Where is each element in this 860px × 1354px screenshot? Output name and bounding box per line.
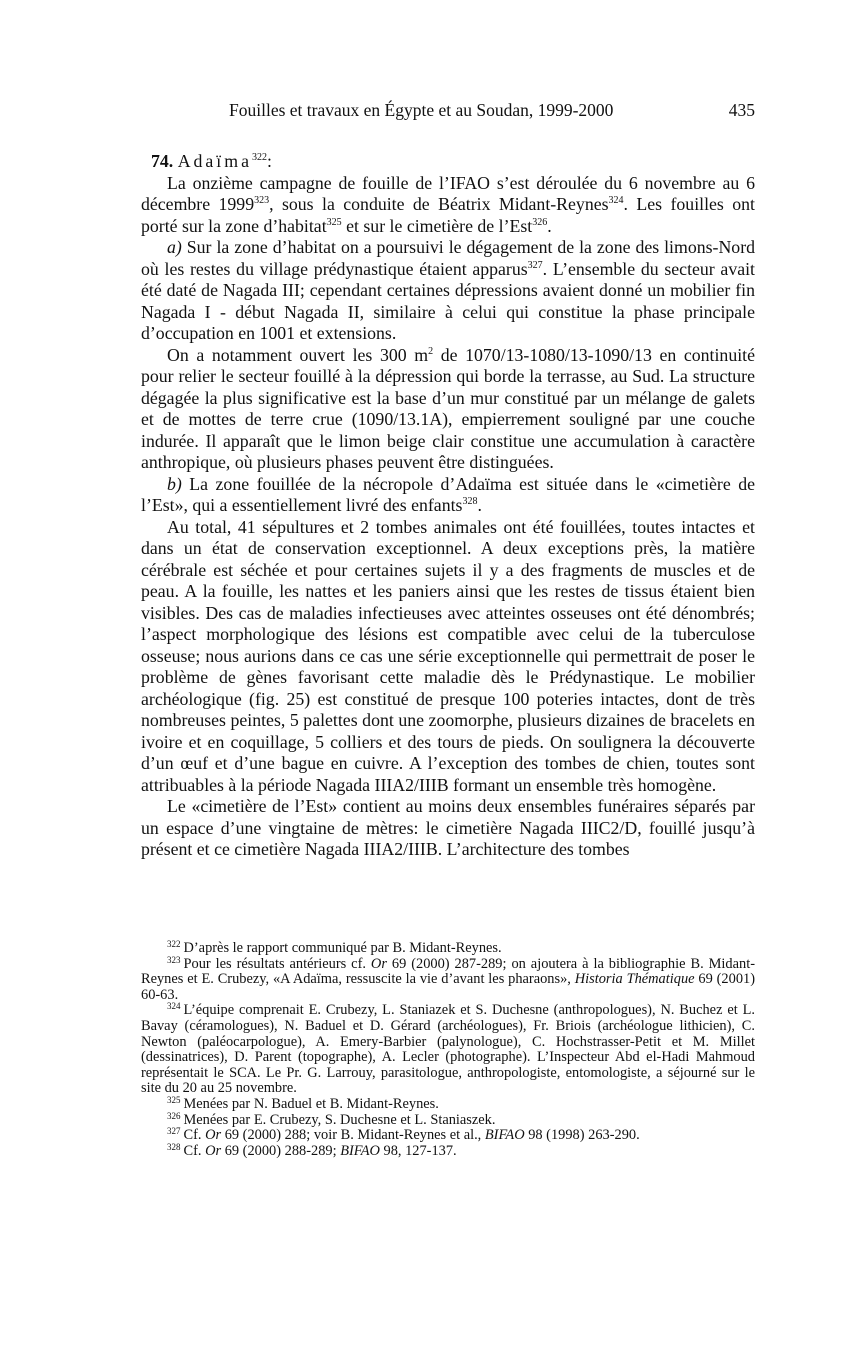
footnote-text: Menées par E. Crubezy, S. Duchesne et L. Staniaszek.: [183, 1111, 496, 1128]
paragraph-habitat: [141, 237, 755, 345]
journal-title: Or: [370, 955, 387, 972]
text-run: .: [547, 215, 552, 236]
journal-title: BIFAO: [340, 1142, 380, 1159]
footnote-ref[interactable]: 323: [254, 195, 270, 206]
footnote: [141, 1094, 755, 1113]
text-run: On a notamment ouvert les 300 m: [167, 344, 429, 365]
footnote-text: 69 (2000) 287-289; on ajoutera à la bibliographie B. Midant-Reynes et E. Crubezy, «A Adaïma, ressuscite la vie d’avant les pharaons»,: [141, 955, 755, 988]
section-colon: :: [266, 151, 272, 171]
footnote: [141, 1110, 755, 1129]
footnote-number: 328: [167, 1141, 181, 1152]
section-heading: [141, 151, 755, 173]
text-run: .: [477, 495, 482, 515]
journal-title: BIFAO: [484, 1127, 525, 1144]
paragraph-burials: Au total, 41 sépultures et 2 tombes animales ont été fouillées, toutes intactes et dans un état de conservation exceptionnel. A deux exceptions près, la matière cérébrale est séchée et pour certaines sujets il y a des fragments de muscles et de peau. A la fouille, les nattes et les paniers ainsi que les restes de tissus étaient bien visibles. Des cas de maladies infectieuses avec atteintes osseuses ont été dénombrés; l’aspect morphologique des lésions est compatible avec celui de la tuberculose osseuse; nous aurions dans ce cas une série exceptionnelle qui permettrait de poser le problème de gènes favorisant cette maladie dès le Prédynastique. Le mobilier archéologique (fig. 25) est constitué de presque 100 poteries intactes, dont de très nombreuses peintes, 5 palettes dont une zoomorphe, plusieurs dizaines de bracelets en ivoire et en coquillage, 5 colliers et des tours de pieds. On soulignera la découverte d’un œuf et d’une bague en cuivre. A l’exception des tombes de chien, toutes sont attribuables à la période Nagada IIIA2/IIIB formant un ensemble très homogène.: [141, 516, 755, 795]
paragraph-necropolis: [141, 474, 755, 517]
text-run: de 1070/13-1080/13-1090/13 en continuité pour relier le secteur fouillé à la dépression qui borde la terrasse, au Sud. La structure dégagée la plus significative est la base d’un mur constitué par un mélange de galets et de mottes de terre crue (1090/13.1A), empierrement souligné par une couche indurée. Il apparaît que le limon beige clair constitue une accumulation à caractère anthropique, où plusieurs phases peuvent être distinguées.: [141, 344, 755, 472]
running-header: [141, 100, 755, 124]
footnote-text: Pour les résultats antérieurs cf.: [183, 955, 371, 972]
footnote-text: L’équipe comprenait E. Crubezy, L. Staniazek et S. Duchesne (anthropologues), N. Buchez et L. Bavay (céramologues), N. Baduel et D. Gérard (archéologues), Fr. Briois (archéologue lithicien), C. Newton (paléocarpologue), A. Emery-Barbier (palynologue), C. Hochstrasser-Petit et M. Millet (dessinatrices), D. Parent (topographe), A. Lecler (photographe). L’Inspecteur Abd el-Hadi Mahmoud représentait le SCA. Le Pr. G. Larrouy, parasitologue, anthropologiste, entomologiste, a séjourné sur le site du 20 au 25 novembre.: [141, 1002, 755, 1097]
footnote-ref[interactable]: 328: [462, 496, 478, 507]
running-title: Fouilles et travaux en Égypte et au Soudan, 1999-2000: [229, 100, 614, 120]
footnote-number: 327: [167, 1126, 181, 1137]
footnote-text: 69 (2001) 60-63.: [141, 971, 755, 1003]
footnote-number: 322: [167, 939, 181, 949]
journal-title: Or: [205, 1127, 222, 1144]
paragraph-label: a): [167, 237, 182, 257]
journal-title: Historia Thématique: [574, 971, 695, 988]
footnote-text: 69 (2000) 288; voir B. Midant-Reynes et al.,: [221, 1127, 485, 1144]
text-run: Sur la zone d’habitat on a poursuivi le dégagement de la zone des limons-Nord où les restes du village prédynastique étaient apparus: [141, 237, 755, 279]
footnote: [141, 954, 755, 1004]
main-text: [141, 151, 755, 861]
text-run: La zone fouillée de la nécropole d’Adaïma est située dans le «cimetière de l’Est», qui a essentiellement livré des enfants: [141, 473, 755, 515]
section-title: Adaïma: [177, 151, 252, 171]
text-run: , sous la conduite de Béatrix Midant-Reynes: [269, 194, 609, 214]
paragraph-east-cemetery: Le «cimetière de l’Est» contient au moins deux ensembles funéraires séparés par un espace d’une vingtaine de mètres: le cimetière Nagada IIIC2/D, fouillé jusqu’à présent et ce cimetière Nagada IIIA2/IIIB. L’architecture des tombes: [141, 796, 755, 859]
footnote: [141, 941, 755, 957]
footnote-text: Menées par N. Baduel et B. Midant-Reynes.: [183, 1095, 439, 1112]
footnote: [141, 1141, 755, 1160]
paragraph-excavation-area: [141, 345, 755, 474]
footnote: [141, 1003, 755, 1097]
footnotes: [141, 941, 755, 1159]
superscript: 2: [428, 345, 434, 357]
footnote-number: 323: [167, 954, 181, 965]
footnote-number: 324: [167, 1001, 181, 1012]
footnote-number: 325: [167, 1094, 181, 1105]
footnote-text: D’après le rapport communiqué par B. Midant-Reynes.: [183, 940, 502, 956]
footnote-ref[interactable]: 327: [527, 259, 543, 271]
footnote-text: 98, 127-137.: [379, 1142, 457, 1159]
footnote-text: 98 (1998) 263-290.: [524, 1127, 640, 1144]
footnote-ref[interactable]: 322: [251, 152, 267, 163]
text-run: . L’ensemble du secteur avait été daté de Nagada III; cependant certaines dépressions avaient donné un mobilier fin Nagada I - début Nagada II, similaire à celui qui constitue la phase principale d’occupation en 1001 et extensions.: [141, 258, 755, 343]
footnote-text: 69 (2000) 288-289;: [221, 1142, 341, 1159]
text-run: La onzième campagne de fouille de l’IFAO s’est déroulée du 6 novembre au 6 décembre 1999: [141, 172, 755, 214]
footnote-ref[interactable]: 324: [608, 195, 624, 206]
footnote-ref[interactable]: 326: [532, 216, 548, 228]
section-number: 74.: [151, 151, 174, 171]
paragraph-label: b): [167, 473, 182, 494]
journal-title: Or: [205, 1142, 222, 1159]
footnote-ref[interactable]: 325: [326, 216, 342, 228]
page-number: 435: [728, 100, 755, 120]
footnote-number: 326: [167, 1110, 181, 1121]
text-run: . Les fouilles ont porté sur la zone d’habitat: [141, 194, 755, 236]
paragraph-intro: [141, 173, 755, 238]
footnote: [141, 1128, 755, 1144]
footnote-text: Cf.: [183, 1142, 206, 1159]
footnote-text: Cf.: [183, 1127, 206, 1144]
text-run: et sur le cimetière de l’Est: [341, 215, 533, 236]
